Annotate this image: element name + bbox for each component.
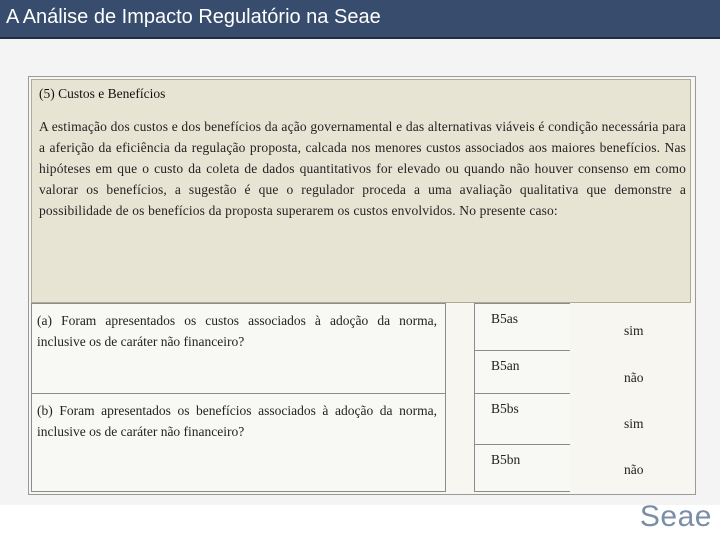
answer-b5as: sim: [624, 323, 644, 338]
option-code: B5as: [491, 311, 518, 326]
option-code: B5an: [491, 358, 520, 373]
footer-strip: [0, 500, 720, 540]
seae-logo: Seae: [639, 500, 712, 533]
option-code: B5bs: [491, 401, 519, 416]
answer-b5an: não: [624, 370, 644, 385]
option-code: B5bn: [491, 452, 521, 467]
section-title: (5) Custos e Benefícios: [39, 86, 166, 101]
question-b-text: (b) Foram apresentados os benefícios associados à adoção da norma, inclusive os de caráter não financeiro?: [37, 403, 437, 439]
option-b5bs[interactable]: [474, 393, 570, 445]
form-panel: [28, 76, 696, 495]
title-bar: [0, 0, 720, 39]
page-title: A Análise de Impacto Regulatório na Seae: [6, 6, 381, 28]
answer-b5bn: não: [624, 462, 644, 477]
question-a: [31, 303, 446, 394]
option-b5as[interactable]: [474, 303, 570, 351]
answer-b5bs: sim: [624, 416, 644, 431]
costs-benefits-section: [31, 79, 691, 303]
question-a-text: (a) Foram apresentados os custos associados à adoção da norma, inclusive os de caráter não financeiro?: [37, 313, 437, 349]
section-body: A estimação dos custos e dos benefícios da ação governamental e das alternativas viáveis é condição necessária para a aferição da eficiência da regulação proposta, calcada nos menores custos associados aos maiores benefícios. Nas hipóteses em que o custo da coleta de dados quantitativos for elevado ou quando não houver consenso em como valorar os benefícios, a sugestão é que o regulador proceda a uma avaliação qualitativa que demonstre a possibilidade de os benefícios da proposta superarem os custos envolvidos. No presente caso:: [39, 119, 686, 218]
option-b5an[interactable]: [474, 350, 570, 394]
question-b: [31, 393, 446, 492]
option-b5bn[interactable]: [474, 444, 570, 492]
